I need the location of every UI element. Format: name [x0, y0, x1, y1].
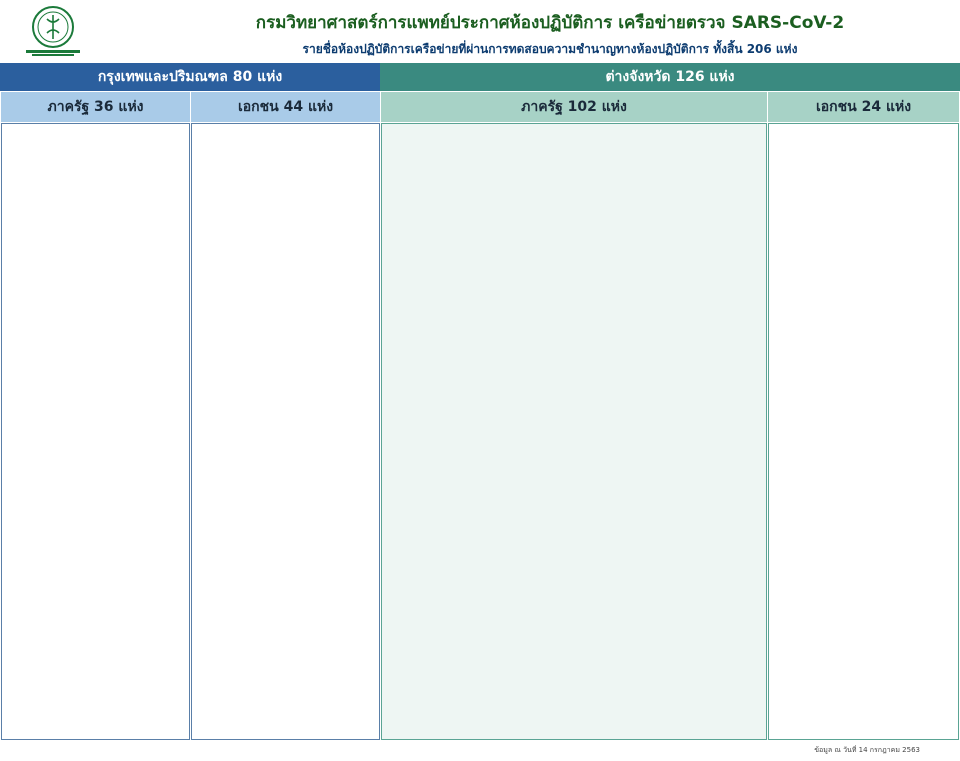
prov-public-header: ภาครัฐ 102 แห่ง	[381, 92, 767, 122]
bkk-private-column	[191, 123, 380, 740]
bkk-private-header: เอกชน 44 แห่ง	[191, 92, 380, 122]
bkk-public-header: ภาครัฐ 36 แห่ง	[1, 92, 190, 122]
prov-public-column	[381, 123, 767, 740]
page-title: กรมวิทยาศาสตร์การแพทย์ประกาศห้องปฏิบัติการ เครือข่ายตรวจ SARS-CoV-2	[255, 13, 845, 33]
prov-private-header: เอกชน 24 แห่ง	[768, 92, 959, 122]
page-subtitle: รายชื่อห้องปฏิบัติการเครือข่ายที่ผ่านการทดสอบความชำนาญทางห้องปฏิบัติการ ทั้งสิ้น 206 แห่ง	[302, 42, 798, 56]
dmsc-emblem-logo	[22, 3, 84, 59]
bangkok-band: กรุงเทพและปริมณฑล 80 แห่ง	[0, 63, 380, 91]
provinces-band: ต่างจังหวัด 126 แห่ง	[380, 63, 960, 91]
header	[0, 0, 960, 61]
prov-private-column	[768, 123, 959, 740]
data-date-note: ข้อมูล ณ วันที่ 14 กรกฎาคม 2563	[814, 746, 920, 754]
bkk-public-column	[1, 123, 190, 740]
